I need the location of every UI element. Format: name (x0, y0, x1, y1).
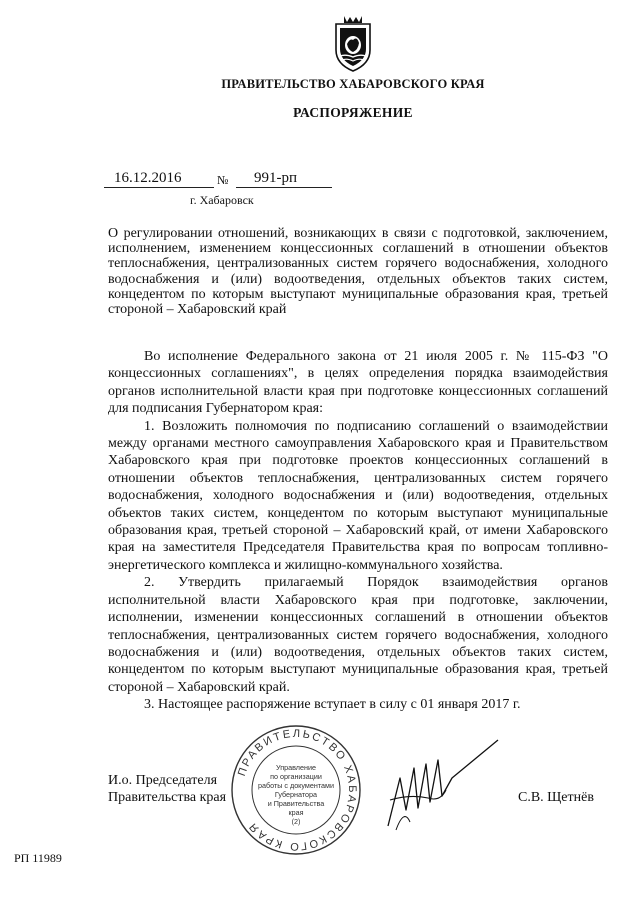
khabarovsk-coat-of-arms-icon (330, 14, 376, 74)
number-sign: № (217, 173, 229, 187)
city: г. Хабаровск (190, 193, 254, 207)
stamp-line-6: края (288, 808, 304, 817)
item-1: 1. Возложить полномочия по подписанию соглашений о взаимодействии между органами местного самоуправления Хабаровского края и Правительством Хабаровского края при подготовке проектов концессионных соглашений в отношении объектов теплоснабжения, централизованных систем горячего водоснабжения, холодного водоснабжения и (или) водоотведения, отдельных объектов таких систем, концедентом по которым выступают муниципальные образования края, третьей стороной – Хабаровский край, от имени Хабаровского края на заместителя Председателя Правительства края по вопросам топливно-энергетического комплекса и жилищно-коммунального хозяйства. (108, 418, 608, 573)
stamp-line-5: и Правительства (267, 799, 325, 808)
intro-paragraph: Во исполнение Федерального закона от 21 июля 2005 г. № 115-ФЗ "О концессионных соглашениях", в целях определения порядка взаимодействия органов исполнительной власти края при подготовке концессионных соглашений для подписания Губернатором края: (108, 349, 608, 417)
date-underline (104, 187, 214, 188)
item-2: 2. Утвердить прилагаемый Порядок взаимодействия органов исполнительной власти Хабаровского края при подготовке, заключении, исполнении, изменении концессионных соглашений в отношении объектов теплоснабжения, централизованных систем горячего водоснабжения, холодного водоснабжения и (или) водоотведения, отдельных объектов таких систем, концедентом по которым выступают муниципальные образования края, третьей стороной – Хабаровский край. (108, 575, 608, 695)
stamp-ring-text: ПРАВИТЕЛЬСТВО ХАБАРОВСКОГО КРАЯ (235, 727, 359, 853)
registration-number: РП 11989 (14, 851, 62, 865)
stamp-line-2: по организации (270, 772, 322, 781)
document-number: 991-рп (254, 170, 298, 186)
signatory-title-line2: Правительства края (108, 790, 227, 805)
official-stamp (228, 722, 364, 858)
document-type: РАСПОРЯЖЕНИЕ (293, 105, 413, 120)
signatory-title (108, 772, 226, 806)
signatory-name: С.В. Щетнёв (518, 790, 594, 805)
document-subject: О регулировании отношений, возникающих в связи с подготовкой, заключением, исполнением, изменением концессионных соглашений в отношении объектов теплоснабжения, централизованных систем горячего водоснабжения, холодного водоснабжения и (или) водоотведения, отдельных объектов таких систем, концедентом по которым выступают муниципальные образования края, третьей стороной – Хабаровский край (108, 226, 608, 318)
stamp-line-3: работы с документами (258, 781, 334, 790)
stamp-line-7: (2) (291, 817, 301, 826)
handwritten-signature (380, 738, 510, 838)
stamp-line-4: Губернатора (274, 790, 318, 799)
stamp-line-1: Управление (276, 763, 316, 772)
date-number-line (104, 170, 339, 190)
item-3: 3. Настоящее распоряжение вступает в силу с 01 января 2017 г. (144, 697, 521, 713)
signatory-title-line1: И.о. Председателя (108, 773, 218, 788)
government-title: ПРАВИТЕЛЬСТВО ХАБАРОВСКОГО КРАЯ (221, 77, 485, 91)
document-body (108, 348, 608, 714)
number-underline (236, 187, 332, 188)
document-date: 16.12.2016 (114, 170, 182, 186)
